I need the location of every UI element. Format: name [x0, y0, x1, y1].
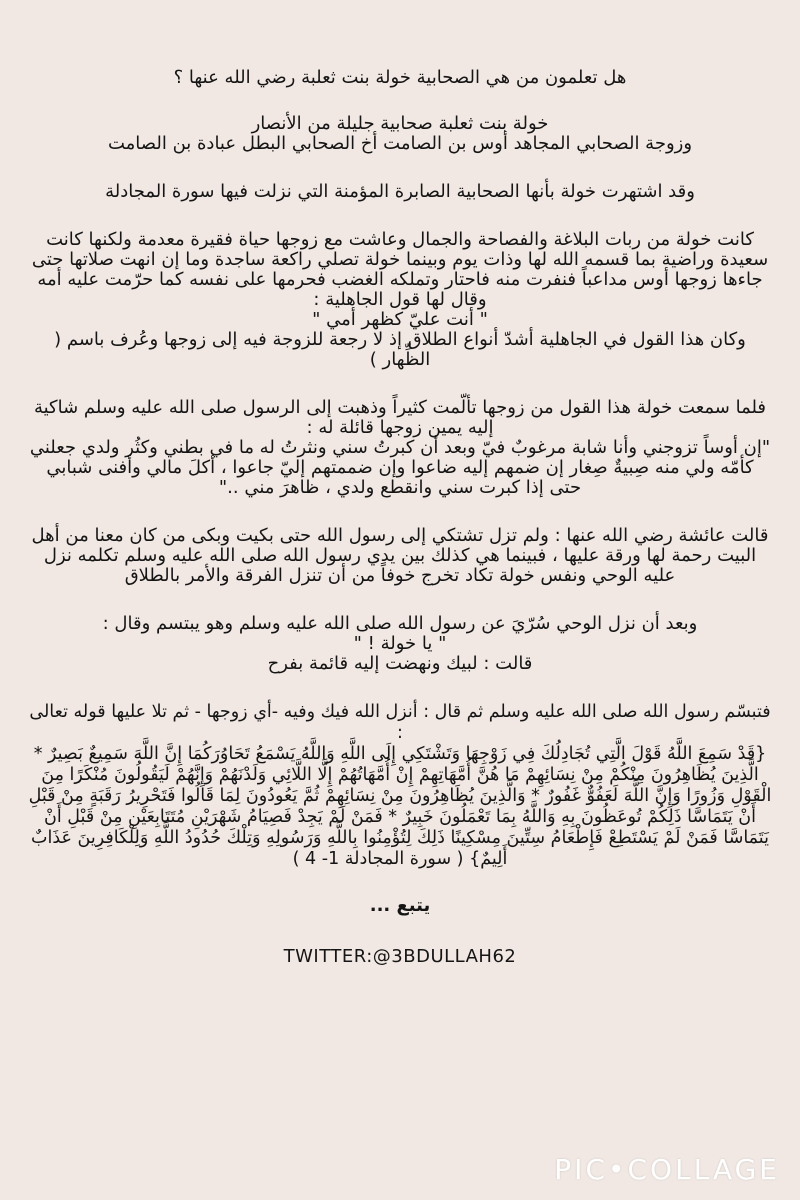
paragraph-fame: وقد اشتهرت خولة بأنها الصحابية الصابرة المؤمنة التي نزلت فيها سورة المجادلة	[105, 181, 695, 202]
paragraph-aisha: قالت عائشة رضي الله عنها : ولم تزل تشتكي إلى رسول الله حتى بكيت وبكى من كان معنا من أهل البيت رحمة لها ورقة عليها ، فبينما هي كذلك بين يدي رسول الله صلى الله عليه وسلم تكلمه نزل عليه الوحي ونفس خولة تكاد تخرج خوفاً من أن تنزل الفرقة والأمر بالطلاق	[31, 525, 769, 586]
paragraph-complaint: فلما سمعت خولة هذا القول من زوجها تألّمت كثيراً وذهبت إلى الرسول صلى الله عليه وسلم شاكية إليه يمين زوجها قائلة له : "إن أوساً تزوجني وأنا شابة مرغوبٌ فيّ وبعد أن كبرتُ سني ونثرتُ له ما في بطني وكثُر ولدي جعلني كأمّه ولي منه صِبيةٌ صِغار إن ضمهم إليه ضاعوا وإن ضممتهم إليّ جاعوا ، أكلَ مالي وأفنى شبابي حتى إذا كبرت سني وانقطع ولدي ، ظاهرَ مني .."	[29, 397, 771, 498]
twitter-signature: TWITTER:@3BDULLAH62	[283, 946, 517, 967]
paragraph-intro: خولة بنت ثعلبة صحابية جليلة من الأنصار وزوجة الصحابي المجاهد أوس بن الصامت أخ الصحابي البطل عبادة بن الصامت	[107, 113, 693, 154]
article-body	[28, 68, 772, 967]
paragraph-story: كانت خولة من ربات البلاغة والفصاحة والجمال وعاشت مع زوجها حياة فقيرة معدمة ولكنها كانت سعيدة وراضية بما قسمه الله لها وذات يوم وبينما خولة تصلي راكعة ساجدة وما إن انهت صلاتها حتى جاءها زوجها أوس مداعباً فنفرت منه فاحتار وتملكه الغضب فحرمها على نفسه كما حرّمت عليه أمه وقال لها قول الجاهلية : " أنت عليّ كظهر أمي " وكان هذا القول في الجاهلية أشدّ أنواع الطلاق إذ لا رجعة للزوجة فيه إلى زوجها وعُرف باسم ( الظِّهار )	[31, 229, 769, 370]
pic-collage-watermark: PIC•COLLAGE	[554, 1153, 780, 1186]
article-title: هل تعلمون من هي الصحابية خولة بنت ثعلبة رضي الله عنها ؟	[173, 67, 627, 88]
paragraph-quran: فتبسّم رسول الله صلى الله عليه وسلم ثم قال : أنزل الله فيك وفيه -أي زوجها - ثم تلا عليها قوله تعالى : {قَدْ سَمِعَ اللَّهُ قَوْلَ الَّتِي تُجَادِلُكَ فِي زَوْجِهَا وَتَشْتَكِي إِلَى اللَّهِ وَاللَّهُ يَسْمَعُ تَحَاوُرَكُمَا إِنَّ اللَّهَ سَمِيعٌ بَصِيرٌ * الَّذِينَ يُظَاهِرُونَ مِنْكُمْ مِنْ نِسَائِهِمْ مَا هُنَّ أُمَّهَاتِهِمْ إِنْ أُمَّهَاتُهُمْ إِلَّا اللَّائِي وَلَدْنَهُمْ وَإِنَّهُمْ لَيَقُولُونَ مُنْكَرًا مِنَ الْقَوْلِ وَزُورًا وَإِنَّ اللَّهَ لَعَفُوٌّ غَفُورٌ * وَالَّذِينَ يُظَاهِرُونَ مِنْ نِسَائِهِمْ ثُمَّ يَعُودُونَ لِمَا قَالُوا فَتَحْرِيرُ رَقَبَةٍ مِنْ قَبْلِ أَنْ يَتَمَاسَّا ذَلِكُمْ تُوعَظُونَ بِهِ وَاللَّهُ بِمَا تَعْمَلُونَ خَبِيرٌ * فَمَنْ لَمْ يَجِدْ فَصِيَامُ شَهْرَيْنِ مُتَتَابِعَيْنِ مِنْ قَبْلِ أَنْ يَتَمَاسَّا فَمَنْ لَمْ يَسْتَطِعْ فَإِطْعَامُ سِتِّينَ مِسْكِينًا ذَلِكَ لِتُؤْمِنُوا بِاللَّهِ وَرَسُولِهِ وَتِلْكَ حُدُودُ اللَّهِ وَلِلْكَافِرِينَ عَذَابٌ أَلِيمٌ} ( سورة المجادلة 1- 4 )	[28, 702, 772, 869]
paragraph-revelation: وبعد أن نزل الوحي سُرّيَ عن رسول الله صلى الله عليه وسلم وهو يبتسم وقال : " يا خولة ! " قالت : لبيك ونهضت إليه قائمة بفرح	[102, 613, 698, 674]
to-be-continued: يتبع ...	[369, 895, 431, 916]
